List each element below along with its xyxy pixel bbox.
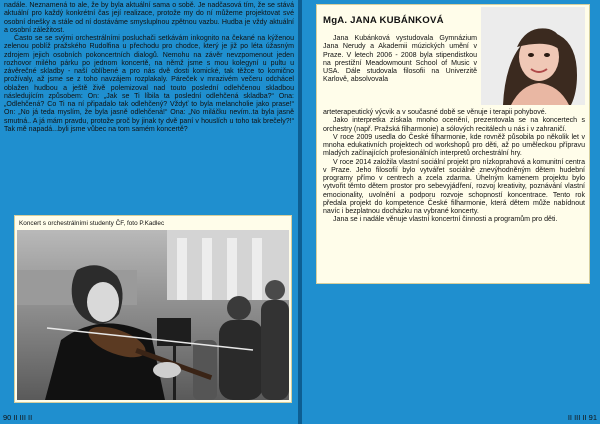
concert-photo	[17, 230, 289, 400]
bio-paragraph: arteterapeutický výcvik a v současné době se věnuje i terapii pohybové.	[323, 109, 547, 116]
right-page	[302, 0, 600, 424]
page-number-right: II III II 91	[567, 413, 597, 422]
bio-box	[316, 4, 590, 284]
bio-intro-text	[323, 35, 477, 85]
left-paragraph: nadále. Neznamená to ale, že by byla aktuální sama o sobě. Je nadčasová tím, že se stává aktuální pro každý konkrétní čas její realizace, protože my do ní můžeme projektovat své osobní dnešky a stále od ní dostáváme smysluplnou zpětnou vazbu. Hudba je vždy aktuální a osobní záležitost.	[4, 2, 294, 34]
page-number-left: 90 II III II	[3, 413, 33, 422]
bio-paragraph: V roce 2009 usedla do České filharmonie, kde rovněž působila po několik let v mnoha edukativních projektech od workshopů pro děti, až po uměleckou přípravu mladých začínajících profesionálních interpretů orchestrální hry.	[323, 133, 585, 158]
left-page	[0, 0, 298, 424]
bio-paragraph: Jana se i nadále věnuje vlastní koncertní činnosti a programům pro děti.	[333, 216, 558, 224]
bio-intro: Jana Kubánková vystudovala Gymnázium Jana Nerudy a Akademii múzických umění v Praze. V letech 2006 - 2008 byla stipendistkou na prestižní Meadowmount School of Music v USA. Dále studovala filosofii na Univerzitě Karlově, absolvovala	[323, 35, 477, 84]
concert-photo-box	[14, 215, 292, 403]
bio-title: MgA. JANA KUBÁNKOVÁ	[323, 15, 444, 26]
left-paragraph: Často se se svými orchestrálními posluchači setkávám inkognito na čekané na kýženou zelenou poblíž pražského Rudolfina u přechodu pro chodce, který je již po léta úžasným zdrojem jejich osobních pokoncertních dialogů. Nemohu na závěr nevzpomenout jeden rozhovor milého párku po jednom koncertě, na němž jsme s mou kolegyní u pultu u závěrečné skladby - naší oblíbené a pro nás dvě dosti komické, tak těžce to komično prožívaly, až jsme se z toho navzájem rozplakaly. Páreček v mrazivém večeru odchácel oblažen hudbou a ještě živě polemizoval nad touto poslední odlehčenou skladbou následujícím způsobem: On: „Jak se Ti líbila ta poslední odlehčená skladba?“ Ona: „Odlehčená? Co Ti na ní připadalo tak odlehčený? Vždyť to byla melancholie jako prase!“ On: „No já teda myslím, že byla jasně odlehčená!“ Ona: „No miláčku nevím..ta byla jasně smutná.. A já mám pravdu, protože proč by jinak ty dvě paní v houslích u toho tak brečely?!“ Tak mě napadá...byli jsme vůbec na tom samém koncertě?	[4, 35, 294, 133]
bio-paragraph: Jako interpretka získala mnoho ocenění, prezentovala se na koncertech s orchestry (např. Pražská filharmonie) a sólových recitálech u nás i v zahraničí.	[323, 117, 585, 133]
portrait-photo	[481, 7, 585, 105]
bio-paragraph: V roce 2014 založila vlastní sociální projekt pro nízkoprahová a komunitní centra v Praze. Jeho filosofií bylo vytvářet sociálně znevýhodněným dětem hudební programy přímo v centrech a zcela zdarma. Úhelným kamenem projektu bylo vytvořit těmto dětem prostor pro sebevyjádření, rozvoj kreativity, poznávání vlastní emocionality, uvolnění a podporu rozvoje schopností koncentrace. Tento rok předala projekt do kompetence České filharmonie, která dětem může nabídnout navíc i bezplatnou docházku na vybrané koncerty.	[323, 158, 585, 215]
bio-main-text	[323, 109, 585, 225]
left-article-text	[4, 2, 294, 134]
photo-caption: Koncert s orchestrálními studenty ČF, foto P.Kadlec	[19, 220, 165, 227]
